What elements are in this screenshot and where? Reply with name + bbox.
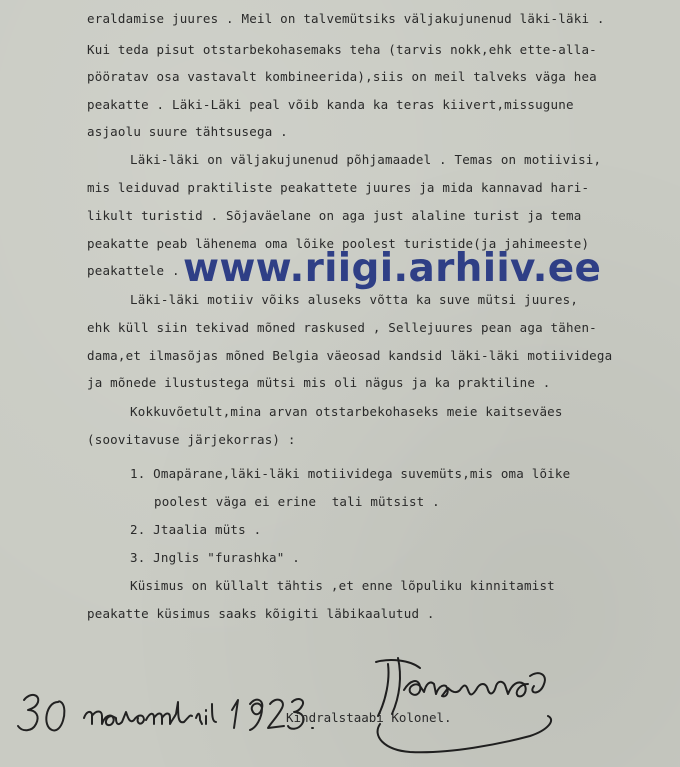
- list-item: 2. Jtaalia müts .: [130, 522, 262, 537]
- list-item: 1. Omapärane,läki-läki motiividega suvemüts,mis oma lõike: [130, 466, 571, 481]
- watermark: www.riigi.arhiiv.ee: [183, 246, 602, 291]
- handwritten-date: [18, 695, 313, 731]
- signature-title: Kindralstaabi Kolonel.: [286, 710, 452, 725]
- text-line: (soovitavuse järjekorras) :: [87, 432, 296, 447]
- text-line: Kui teda pisut otstarbekohasemaks teha (tarvis nokk,ehk ette-alla-: [87, 42, 597, 57]
- text-line: asjaolu suure tähtsusega .: [87, 124, 288, 139]
- handwriting-drawing: [0, 640, 680, 767]
- text-line: likult turistid . Sõjaväelane on aga just alaline turist ja tema: [87, 208, 582, 223]
- signature-block: [0, 640, 680, 767]
- signature: [376, 658, 551, 752]
- text-line: peakattele .: [87, 263, 180, 278]
- text-line: ja mõnede ilustustega mütsi mis oli nägus ja ka praktiline .: [87, 375, 551, 390]
- text-line: mis leiduvad praktiliste peakattete juures ja mida kannavad hari-: [87, 180, 590, 195]
- text-line: pööratav osa vastavalt kombineerida),siis on meil talveks väga hea: [87, 69, 597, 84]
- text-line: ehk küll siin tekivad mõned raskused , Sellejuures pean aga tähen-: [87, 320, 597, 335]
- text-line: peakatte . Läki-Läki peal võib kanda ka teras kiivert,missugune: [87, 97, 574, 112]
- text-line: Läki-läki motiiv võiks aluseks võtta ka suve mütsi juures,: [130, 292, 579, 307]
- text-line: Kokkuvõetult,mina arvan otstarbekohaseks meie kaitseväes: [130, 404, 563, 419]
- text-line: Läki-läki on väljakujunenud põhjamaadel . Temas on motiivisi,: [130, 152, 602, 167]
- list-item: 3. Jnglis "furashka" .: [130, 550, 300, 565]
- text-line: peakatte küsimus saaks kõigiti läbikaalutud .: [87, 606, 435, 621]
- list-item: poolest väga ei erine tali mütsist .: [154, 494, 440, 509]
- text-line: dama,et ilmasõjas mõned Belgia väeosad kandsid läki-läki motiividega: [87, 348, 613, 363]
- text-line: peakatte peab lähenema oma lõike poolest turistide(ja jahimeeste): [87, 236, 590, 251]
- text-line: eraldamise juures . Meil on talvemütsiks väljakujunenud läki-läki .: [87, 11, 605, 26]
- text-line: Küsimus on küllalt tähtis ,et enne lõpuliku kinnitamist: [130, 578, 555, 593]
